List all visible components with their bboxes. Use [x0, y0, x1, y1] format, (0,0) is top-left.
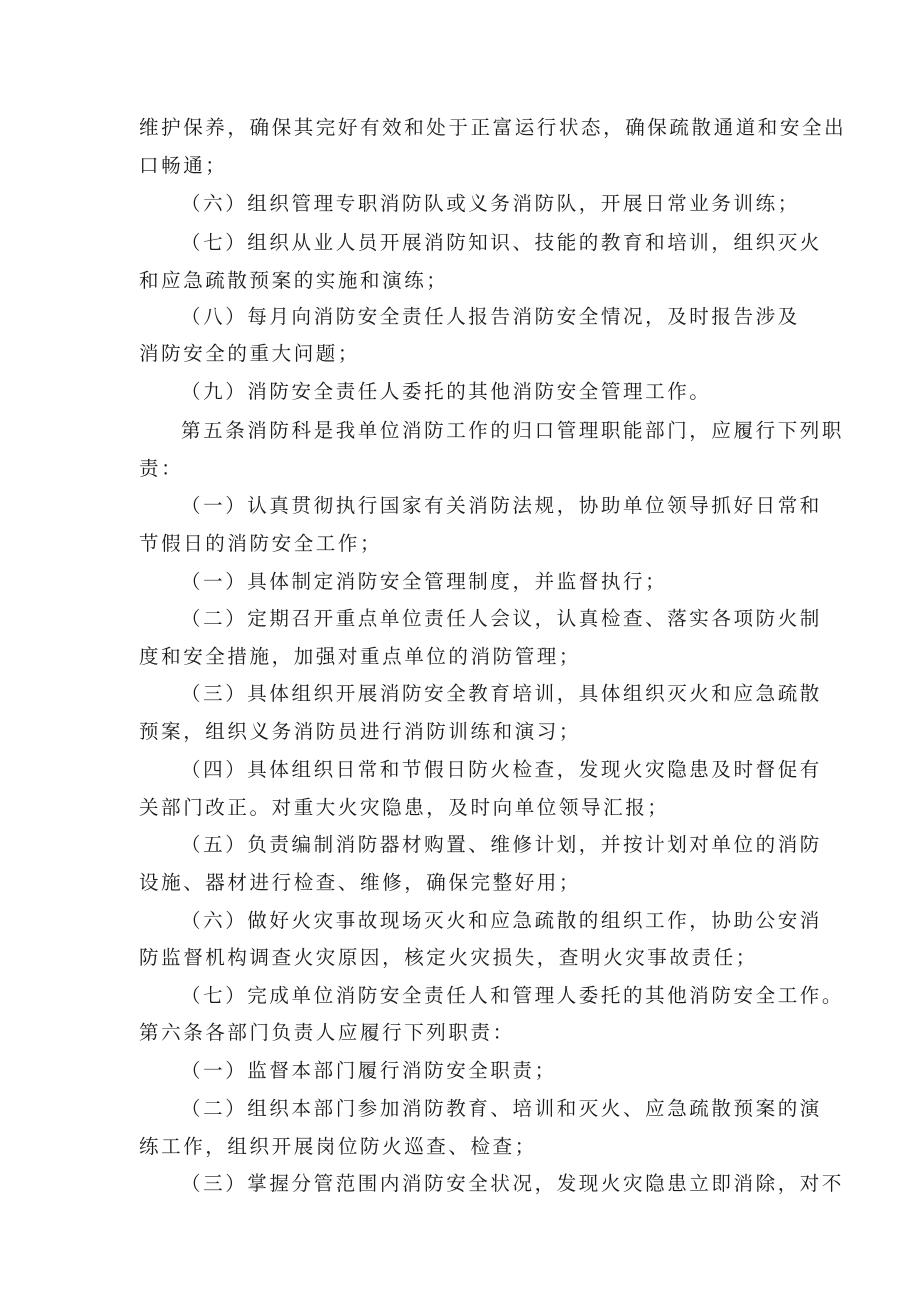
text-line: （四）具体组织日常和节假日防火检查，发现火灾隐患及时督促有 — [181, 758, 822, 781]
text-line: 口畅通； — [139, 154, 228, 177]
text-line: 和应急疏散预案的实施和演练； — [139, 269, 449, 292]
text-line: 维护保养，确保其完好有效和处于正富运行状态，确保疏散通道和安全出 — [139, 116, 847, 139]
text-line: （七）组织从业人员开展消防知识、技能的教育和培训，组织灭火 — [181, 231, 822, 254]
text-line: （九）消防安全责任人委托的其他消防安全管理工作。 — [181, 380, 712, 403]
text-line: （三）具体组织开展消防安全教育培训，具体组织灭火和应急疏散 — [181, 682, 822, 705]
text-line: （五）负责编制消防器材购置、维修计划，并按计划对单位的消防 — [181, 833, 822, 856]
text-line: 消防安全的重大问题； — [139, 342, 361, 365]
text-line: 设施、器材进行检查、维修，确保完整好用； — [139, 871, 582, 894]
text-line: （一）具体制定消防安全管理制度，并监督执行； — [181, 570, 668, 593]
text-line: （一）认真贯彻执行国家有关消防法规，协助单位领导抓好日常和 — [181, 494, 822, 517]
text-line: 防监督机构调查火灾原因，核定火灾损失，查明火灾事故责任； — [139, 946, 758, 969]
text-line: （一）监督本部门履行消防安全职责； — [181, 1059, 557, 1082]
text-line: （二）定期召开重点单位责任人会议，认真检查、落实各项防火制 — [181, 607, 822, 630]
text-line: 预案，组织义务消防员进行消防训练和演习； — [139, 720, 582, 743]
text-line: 节假日的消防安全工作； — [139, 532, 383, 555]
text-line: 度和安全措施，加强对重点单位的消防管理； — [139, 645, 582, 668]
text-line: 关部门改正。对重大火灾隐患，及时向单位领导汇报； — [139, 796, 670, 819]
text-line: （六）组织管理专职消防队或义务消防队，开展日常业务训练； — [181, 192, 800, 215]
text-line: （三）掌握分管范围内消防安全状况，发现火灾隐患立即消除，对不 — [181, 1172, 845, 1195]
text-line: （七）完成单位消防安全责任人和管理人委托的其他消防安全工作。 — [181, 984, 845, 1007]
text-line: （二）组织本部门参加消防教育、培训和灭火、应急疏散预案的演 — [181, 1097, 822, 1120]
text-line: 第六条各部门负责人应履行下列职责： — [139, 1021, 515, 1044]
text-line: （八）每月向消防安全责任人报告消防安全情况，及时报告涉及 — [181, 305, 800, 328]
text-line: 责： — [139, 457, 184, 480]
text-line: （六）做好火灾事故现场灭火和应急疏散的组织工作，协助公安消 — [181, 909, 822, 932]
text-line: 第五条消防科是我单位消防工作的归口管理职能部门，应履行下列职 — [181, 419, 845, 442]
text-line: 练工作，组织开展岗位防火巡查、检查； — [139, 1135, 537, 1158]
